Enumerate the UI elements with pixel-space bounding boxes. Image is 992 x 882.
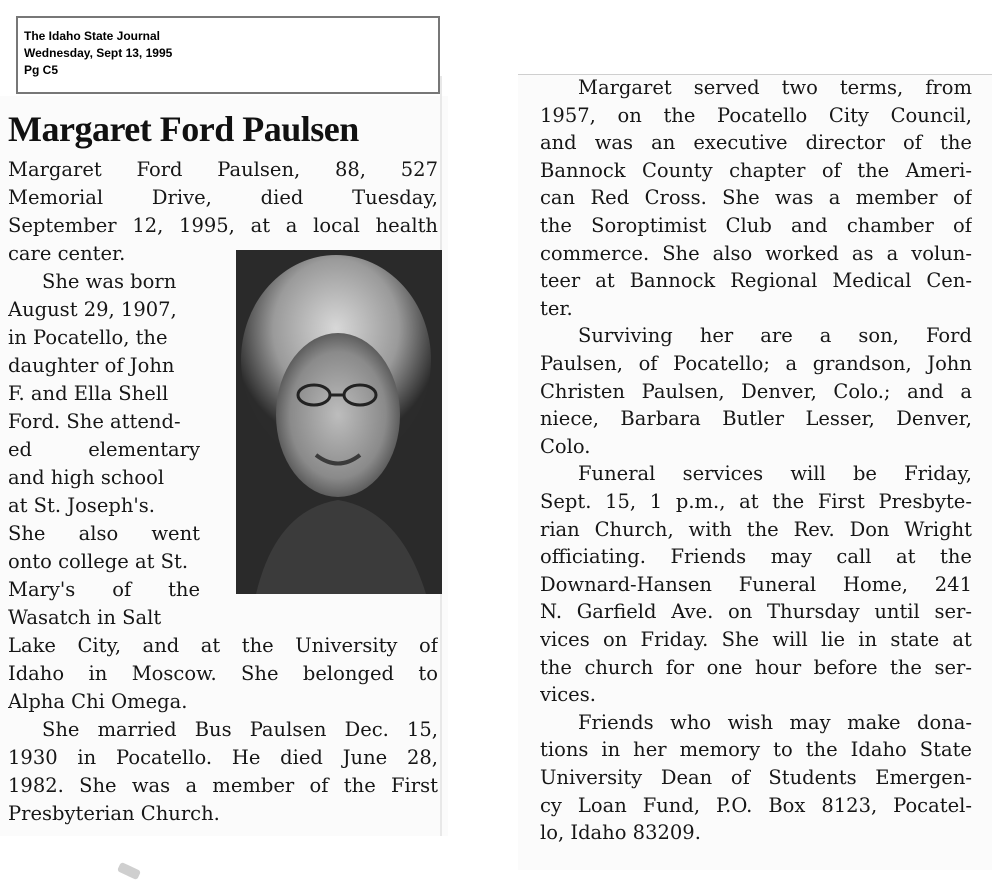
source-date: Wednesday, Sept 13, 1995 <box>24 46 173 60</box>
right-text-line: Christen Paulsen, Denver, Colo.; and a <box>540 379 972 403</box>
right-text-line: niece, Barbara Butler Lesser, Denver, <box>540 407 972 431</box>
scan-artifact <box>117 862 141 880</box>
right-text-line: Sept. 15, 1 p.m., at the First Presbyte- <box>540 490 972 513</box>
right-text-line: Downard-Hansen Funeral Home, 241 <box>540 572 972 596</box>
right-text-line: Bannock County chapter of the Ameri- <box>540 158 972 182</box>
right-text-line: teer at Bannock Regional Medical Cen- <box>540 269 972 293</box>
right-text-line: Paulsen, of Pocatello; a grandson, John <box>540 352 972 375</box>
source-citation-box <box>16 16 440 94</box>
right-text-line: University Dean of Students Emergen- <box>540 766 972 789</box>
right-text-line: lo, Idaho 83209. <box>540 821 701 845</box>
right-text-line: N. Garfield Ave. on Thursday until ser- <box>540 600 972 624</box>
left-text-line: August 29, 1907, <box>8 298 177 321</box>
left-text-line: ed elementary <box>8 438 200 461</box>
left-text-line: Lake City, and at the University of <box>8 634 438 657</box>
right-text-line: and was an executive director of the <box>540 131 972 155</box>
right-text-line: vices on Friday. She will lie in state at <box>540 628 972 651</box>
right-text-line: Friends who wish may make dona- <box>578 710 972 734</box>
left-text-line: Alpha Chi Omega. <box>8 690 188 713</box>
right-text-line: Funeral services will be Friday, <box>578 462 972 486</box>
right-text-line: the church for one hour before the ser- <box>540 655 972 679</box>
left-text-line: onto college at St. <box>8 550 189 573</box>
left-text-line: F. and Ella Shell <box>8 382 169 405</box>
left-text-line: 1930 in Pocatello. He died June 28, <box>8 746 438 769</box>
left-text-line: Mary's of the <box>8 578 200 601</box>
left-text-line: at St. Joseph's. <box>8 494 155 517</box>
portrait-photo <box>236 250 442 594</box>
left-text-line: daughter of John <box>8 354 175 377</box>
left-text-line: and high school <box>8 466 165 489</box>
left-text-line: Wasatch in Salt <box>8 606 162 629</box>
right-text-line: ter. <box>540 296 573 320</box>
left-text-line: Memorial Drive, died Tuesday, <box>8 186 438 209</box>
right-text-line: can Red Cross. She was a member of <box>540 186 972 210</box>
left-text-line: Presbyterian Church. <box>8 802 220 825</box>
source-page: Pg C5 <box>24 63 59 77</box>
right-text-line: rian Church, with the Rev. Don Wright <box>540 517 972 541</box>
left-text-line: Idaho in Moscow. She belonged to <box>8 662 438 685</box>
portrait-image <box>236 250 442 594</box>
right-text-line: officiating. Friends may call at the <box>540 545 972 569</box>
left-text-line: She was born <box>42 270 177 293</box>
right-text-line: tions in her memory to the Idaho State <box>540 738 972 762</box>
right-text-line: Colo. <box>540 434 591 458</box>
right-text-line: commerce. She also worked as a volun- <box>540 241 972 265</box>
right-text-line: the Soroptimist Club and chamber of <box>540 214 972 237</box>
left-text-line: September 12, 1995, at a local health <box>8 214 438 237</box>
source-publication: The Idaho State Journal <box>24 29 161 43</box>
left-text-line: Margaret Ford Paulsen, 88, 527 <box>8 158 438 181</box>
right-text-line: Surviving her are a son, Ford <box>578 324 972 348</box>
left-text-line: She married Bus Paulsen Dec. 15, <box>42 718 438 741</box>
left-text-line: care center. <box>8 242 126 265</box>
left-text-line: She also went <box>8 522 200 545</box>
left-text-line: Ford. She attend- <box>8 410 181 433</box>
left-text-line: in Pocatello, the <box>8 326 168 349</box>
right-text-line: 1957, on the Pocatello City Council, <box>540 103 972 127</box>
right-text-line: vices. <box>540 683 596 707</box>
left-text-line: 1982. She was a member of the First <box>8 774 438 797</box>
obituary-headline: Margaret Ford Paulsen <box>8 109 359 149</box>
right-text-line: cy Loan Fund, P.O. Box 8123, Pocatel- <box>540 793 972 817</box>
right-text-line: Margaret served two terms, from <box>578 76 972 99</box>
